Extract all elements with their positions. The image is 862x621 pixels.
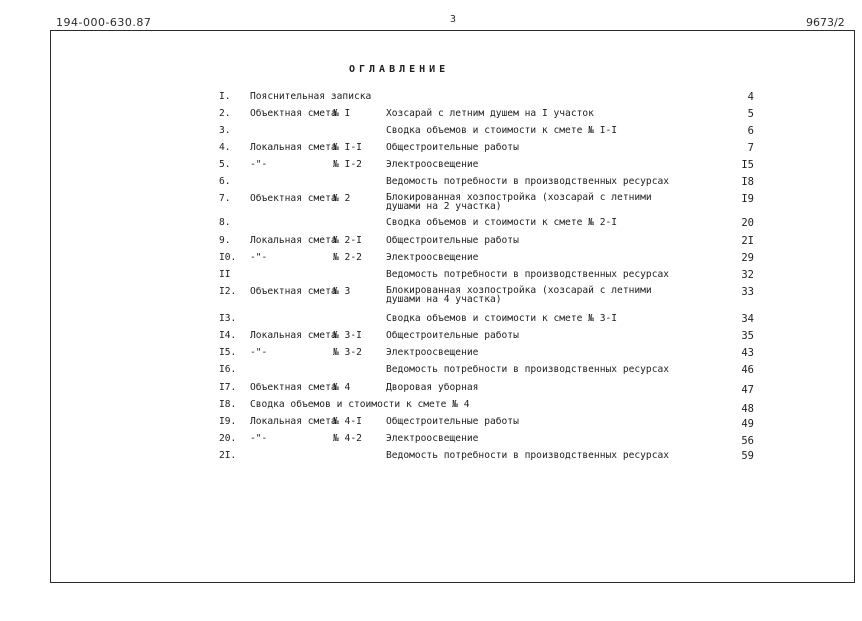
toc-item-estimate: Локальная смета — [250, 330, 337, 341]
toc-item-estimate: Пояснительная записка — [250, 91, 372, 102]
toc-item-page: 34 — [741, 313, 754, 325]
toc-item-page: 47 — [741, 384, 754, 396]
toc-item-number: 9. — [219, 235, 231, 246]
toc-item-description: Сводка объемов и стоимости к смете № I-I — [386, 125, 618, 136]
toc-item-estimate-number: № 3-2 — [333, 347, 362, 358]
toc-item-estimate-number: № I — [333, 108, 351, 119]
toc-item-number: I7. — [219, 382, 237, 393]
toc-item-description: Электроосвещение — [386, 252, 479, 263]
toc-item-description: Электроосвещение — [386, 433, 479, 444]
toc-row — [0, 192, 862, 212]
toc-item-page: I9 — [741, 193, 754, 205]
toc-item-estimate-number: № 2-2 — [333, 252, 362, 263]
toc-item-page: 33 — [741, 286, 754, 298]
toc-row — [0, 216, 862, 230]
toc-item-page: 49 — [741, 418, 754, 430]
toc-row — [0, 312, 862, 326]
toc-item-description: Ведомость потребности в производственных ресурсах — [386, 364, 670, 375]
toc-item-description: Общестроительные работы — [386, 142, 519, 153]
toc-item-description: Общестроительные работы — [386, 416, 519, 427]
toc-item-number: I8. — [219, 399, 237, 410]
toc-item-page: 6 — [747, 125, 754, 137]
toc-item-estimate: Объектная смета — [250, 286, 337, 297]
toc-item-estimate: Локальная смета — [250, 235, 337, 246]
toc-item-number: I5. — [219, 347, 237, 358]
toc-item-estimate-number: № 4 — [333, 382, 351, 393]
toc-row — [0, 285, 862, 305]
toc-item-number: I6. — [219, 364, 237, 375]
toc-item-estimate-number: № 4-2 — [333, 433, 362, 444]
toc-row — [0, 415, 862, 429]
toc-item-estimate-number: № 2 — [333, 193, 351, 204]
toc-row — [0, 107, 862, 121]
toc-item-number: I4. — [219, 330, 237, 341]
toc-item-estimate: Объектная смета — [250, 193, 337, 204]
toc-item-estimate: Локальная смета — [250, 142, 337, 153]
toc-item-description: Сводка объемов и стоимости к смете № 2-I — [386, 217, 618, 228]
toc-item-page: I5 — [741, 159, 754, 171]
toc-row — [0, 432, 862, 446]
toc-item-estimate-number: № 2-I — [333, 235, 362, 246]
page-title: ОГЛАВЛЕНИЕ — [349, 64, 450, 75]
toc-row — [0, 449, 862, 463]
toc-item-number: 5. — [219, 159, 231, 170]
toc-item-number: 6. — [219, 176, 231, 187]
toc-row — [0, 141, 862, 155]
toc-item-number: 2I. — [219, 450, 237, 461]
toc-item-number: 4. — [219, 142, 231, 153]
toc-row — [0, 268, 862, 282]
toc-row — [0, 346, 862, 360]
toc-item-number: I9. — [219, 416, 237, 427]
toc-row — [0, 158, 862, 172]
page-number: 3 — [450, 14, 457, 25]
toc-item-number: 2. — [219, 108, 231, 119]
toc-item-page: 43 — [741, 347, 754, 359]
toc-item-estimate: -"- — [250, 433, 268, 444]
toc-item-description: Ведомость потребности в производственных ресурсах — [386, 269, 670, 280]
toc-item-number: I0. — [219, 252, 237, 263]
toc-item-page: 29 — [741, 252, 754, 264]
document-code: 194-000-630.87 — [56, 16, 152, 29]
toc-item-estimate: Локальная смета — [250, 416, 337, 427]
toc-item-description: Хозсарай с летним душем на I участок — [386, 108, 594, 119]
toc-item-estimate-number: № 3-I — [333, 330, 362, 341]
toc-item-page: 46 — [741, 364, 754, 376]
toc-item-number: 3. — [219, 125, 231, 136]
toc-item-number: 20. — [219, 433, 237, 444]
toc-item-description: Сводка объемов и стоимости к смете № 3-I — [386, 313, 618, 324]
toc-row — [0, 175, 862, 189]
toc-row — [0, 124, 862, 138]
toc-item-number: I3. — [219, 313, 237, 324]
toc-item-page: 59 — [741, 450, 754, 462]
toc-item-description: Блокированная хозпостройка (хозсарай с летними душами на 2 участка) — [386, 192, 652, 212]
toc-item-estimate-number: № 3 — [333, 286, 351, 297]
sheet-code: 9673/2 — [806, 16, 845, 29]
toc-row — [0, 251, 862, 265]
toc-item-estimate-number: № I-I — [333, 142, 362, 153]
toc-row — [0, 381, 862, 395]
toc-row — [0, 329, 862, 343]
toc-item-estimate: -"- — [250, 159, 268, 170]
toc-item-page: 35 — [741, 330, 754, 342]
toc-item-description: Электроосвещение — [386, 159, 479, 170]
toc-item-number: I. — [219, 91, 231, 102]
toc-item-description: Дворовая уборная — [386, 382, 479, 393]
toc-row — [0, 363, 862, 377]
toc-item-page: 5 — [747, 108, 754, 120]
toc-item-estimate: -"- — [250, 252, 268, 263]
toc-row — [0, 90, 862, 104]
toc-item-description: Ведомость потребности в производственных ресурсах — [386, 450, 670, 461]
toc-item-estimate-number: № I-2 — [333, 159, 362, 170]
toc-item-page: 48 — [741, 403, 754, 415]
toc-item-page: 32 — [741, 269, 754, 281]
toc-row — [0, 398, 862, 415]
toc-item-description: Электроосвещение — [386, 347, 479, 358]
toc-item-estimate-number: № 4-I — [333, 416, 362, 427]
toc-item-estimate: -"- — [250, 347, 268, 358]
toc-item-description: Ведомость потребности в производственных ресурсах — [386, 176, 670, 187]
toc-item-page: 20 — [741, 217, 754, 229]
toc-item-number: 8. — [219, 217, 231, 228]
toc-item-estimate: Объектная смета — [250, 382, 337, 393]
toc-item-description: Общестроительные работы — [386, 235, 519, 246]
toc-item-page: 56 — [741, 435, 754, 447]
toc-item-estimate: Сводка объемов и стоимости к смете № 4 — [250, 399, 470, 410]
toc-item-number: II — [219, 269, 231, 280]
toc-item-page: 7 — [747, 142, 754, 154]
toc-item-page: I8 — [741, 176, 754, 188]
toc-item-page: 4 — [747, 91, 754, 103]
toc-item-description: Общестроительные работы — [386, 330, 519, 341]
toc-row — [0, 234, 862, 248]
toc-item-estimate: Объектная смета — [250, 108, 337, 119]
toc-item-description: Блокированная хозпостройка (хозсарай с летними душами на 4 участка) — [386, 285, 652, 305]
toc-item-number: 7. — [219, 193, 231, 204]
toc-item-number: I2. — [219, 286, 237, 297]
toc-item-page: 2I — [741, 235, 754, 247]
